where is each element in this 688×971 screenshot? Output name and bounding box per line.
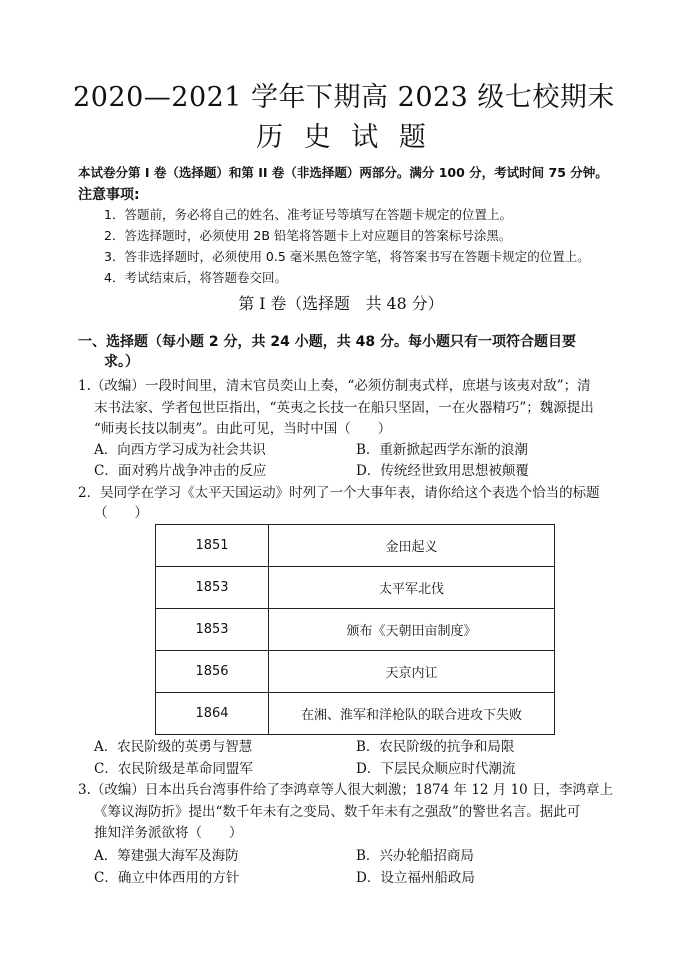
note-item: 4．考试结束后，将答题卷交回。	[104, 270, 287, 285]
question-3-option-b[interactable]: B．兴办轮船招商局	[356, 848, 474, 864]
table-row	[156, 567, 555, 609]
table-row	[156, 525, 555, 567]
question-3-text: 《筹议海防折》提出“数千年未有之变局、数千年未有之强敌”的警世名言。据此可	[94, 804, 581, 820]
question-3-text: 推知洋务派欲将（ ）	[94, 825, 243, 841]
table-cell-event: 颁布《天朝田亩制度》	[269, 609, 555, 651]
table-cell-year: 1864	[156, 693, 269, 735]
exam-intro: 本试卷分第 I 卷（选择题）和第 II 卷（非选择题）两部分。满分 100 分，考试时间 75 分钟。	[78, 165, 608, 180]
question-2-option-b[interactable]: B．农民阶级的抗争和局限	[356, 739, 515, 755]
note-item: 1．答题前，务必将自己的姓名、准考证号等填写在答题卡规定的位置上。	[104, 207, 512, 222]
note-item: 2．答选择题时，必须使用 2B 铅笔将答题卡上对应题目的答案标号涂黑。	[104, 228, 512, 243]
question-1-text: 1.（改编）一段时间里，清末官员奕山上奏，“必须仿制夷式样，庶堪与该夷对敌”；清	[78, 378, 591, 394]
table-cell-year: 1851	[156, 525, 269, 567]
question-1-option-b[interactable]: B．重新掀起西学东渐的浪潮	[356, 442, 528, 458]
table-row	[156, 651, 555, 693]
note-item: 3．答非选择题时，必须使用 0.5 毫米黑色签字笔，将答案书写在答题卡规定的位置上。	[104, 249, 590, 264]
question-1-text: “师夷长技以制夷”。由此可见，当时中国（ ）	[94, 421, 392, 437]
question-2-option-d[interactable]: D．下层民众顺应时代潮流	[356, 761, 516, 777]
question-2-option-a[interactable]: A．农民阶级的英勇与智慧	[94, 739, 253, 755]
question-2-text: （ ）	[94, 505, 148, 521]
table-cell-year: 1853	[156, 567, 269, 609]
table-cell-year: 1853	[156, 609, 269, 651]
table-cell-event: 在湘、淮军和洋枪队的联合进攻下失败	[269, 693, 555, 735]
part-title: 第 I 卷（选择题 共 48 分）	[238, 294, 444, 313]
exam-title: 2020—2021 学年下期高 2023 级七校期末	[73, 82, 615, 113]
question-2-text: 2．吴同学在学习《太平天国运动》时列了一个大事年表，请你给这个表选个恰当的标题	[78, 485, 600, 501]
table-row	[156, 693, 555, 735]
question-1-option-c[interactable]: C．面对鸦片战争冲击的反应	[94, 463, 267, 479]
table-cell-event: 金田起义	[269, 525, 555, 567]
question-2-option-c[interactable]: C．农民阶级是革命同盟军	[94, 761, 253, 777]
section-title-cont: 求。）	[104, 354, 139, 370]
question-3-option-a[interactable]: A．筹建强大海军及海防	[94, 848, 239, 864]
table-cell-event: 天京内讧	[269, 651, 555, 693]
table-cell-event: 太平军北伐	[269, 567, 555, 609]
table-row	[156, 609, 555, 651]
question-3-option-d[interactable]: D．设立福州船政局	[356, 870, 475, 886]
events-table	[155, 524, 555, 735]
question-1-option-a[interactable]: A．向西方学习成为社会共识	[94, 442, 266, 458]
exam-subtitle: 历 史 试 题	[256, 122, 432, 153]
table-cell-year: 1856	[156, 651, 269, 693]
question-3-option-c[interactable]: C．确立中体西用的方针	[94, 870, 240, 886]
section-title: 一、选择题（每小题 2 分，共 24 小题，共 48 分。每小题只有一项符合题目要	[78, 334, 576, 350]
question-1-option-d[interactable]: D．传统经世致用思想被颠覆	[356, 463, 529, 479]
question-1-text: 末书法家、学者包世臣指出，“英夷之长技一在船只坚固，一在火器精巧”；魏源提出	[94, 400, 594, 416]
question-3-text: 3.（改编）日本出兵台湾事件给了李鸿章等人很大刺激；1874 年 12 月 10 日，李鸿章上	[78, 782, 614, 798]
notes-heading: 注意事项:	[78, 187, 140, 203]
